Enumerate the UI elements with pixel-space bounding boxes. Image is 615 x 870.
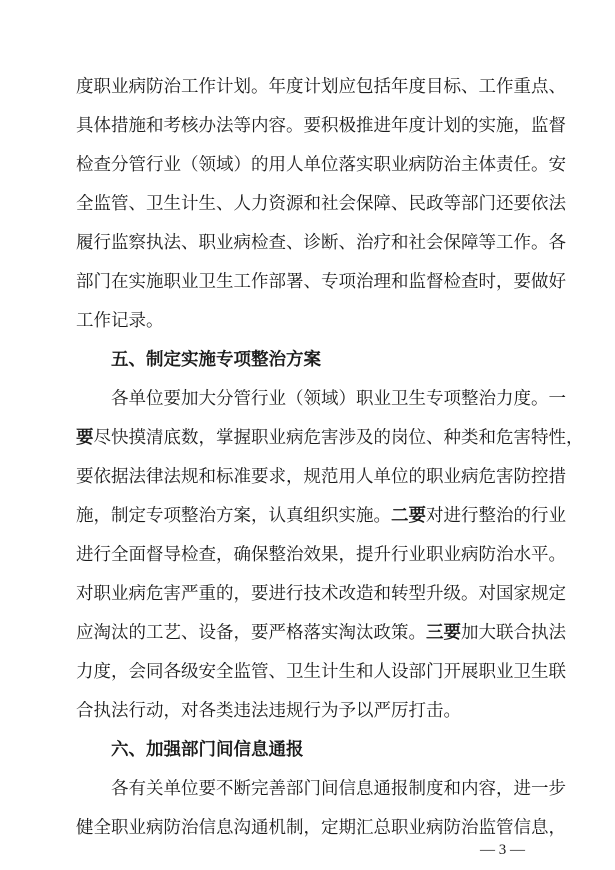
page-number: — 3 —	[480, 842, 525, 858]
line-text: 施，制定专项整治方案，认真组织实施。	[76, 506, 391, 526]
paragraph-line: 度职业病防治工作计划。年度计划应包括年度目标、工作重点、	[76, 77, 566, 97]
section-heading-5: 五、制定实施专项整治方案	[111, 350, 321, 370]
line-text: 加大联合执法	[461, 623, 566, 643]
paragraph-line: 具体措施和考核办法等内容。要积极推进年度计划的实施，监督	[76, 116, 566, 136]
paragraph-line: 各有关单位要不断完善部门间信息通报制度和内容，进一步	[111, 779, 566, 799]
emphasis-text: 二要	[391, 506, 426, 526]
paragraph-line: 全监管、卫生计生、人力资源和社会保障、民政等部门还要依法	[76, 194, 566, 214]
emphasis-text: 要	[76, 428, 94, 448]
paragraph-line	[76, 504, 566, 528]
paragraph-line: 健全职业病防治信息沟通机制，定期汇总职业病防治监管信息，	[76, 818, 566, 838]
paragraph-line: 要依据法律法规和标准要求，规范用人单位的职业病危害防控措	[76, 467, 566, 487]
section-heading-6: 六、加强部门间信息通报	[111, 740, 304, 760]
paragraph-line: 合执法行动，对各类违法违规行为予以严厉打击。	[76, 701, 461, 721]
paragraph-line: 部门在实施职业卫生工作部署、专项治理和监督检查时，要做好	[76, 272, 566, 292]
line-text: 对进行整治的行业	[426, 506, 566, 526]
emphasis-text: 三要	[426, 623, 461, 643]
paragraph-line: 各单位要加大分管行业（领域）职业卫生专项整治力度。一	[111, 389, 566, 409]
paragraph-line: 工作记录。	[76, 311, 164, 331]
line-text: 尽快摸清底数，掌握职业病危害涉及的岗位、种类和危害特性，	[93, 428, 584, 448]
paragraph-line: 进行全面督导检查，确保整治效果，提升行业职业病防治水平。	[76, 545, 566, 565]
paragraph-line: 检查分管行业（领域）的用人单位落实职业病防治主体责任。安	[76, 155, 566, 175]
paragraph-line	[76, 621, 566, 645]
paragraph-line: 对职业病危害严重的，要进行技术改造和转型升级。对国家规定	[76, 584, 566, 604]
paragraph-line	[76, 426, 584, 450]
paragraph-line: 力度，会同各级安全监管、卫生计生和人设部门开展职业卫生联	[76, 662, 566, 682]
paragraph-line: 履行监察执法、职业病检查、诊断、治疗和社会保障等工作。各	[76, 233, 566, 253]
line-text: 应淘汰的工艺、设备，要严格落实淘汰政策。	[76, 623, 426, 643]
